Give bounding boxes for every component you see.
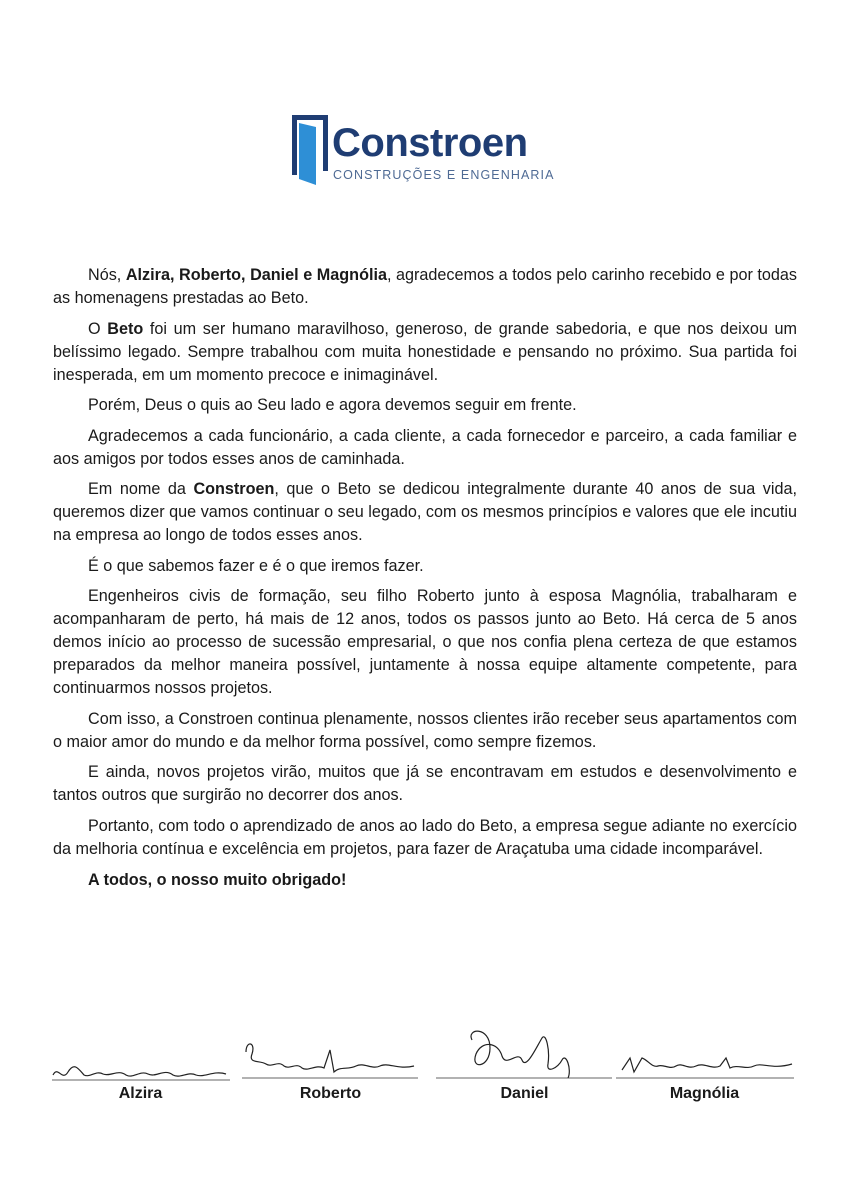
paragraph-9: E ainda, novos projetos virão, muitos que já se encontravam em estudos e desenvolvimento e tantos outros que surgirão no decorrer dos anos. (53, 763, 797, 804)
signature-scribble (432, 1020, 617, 1085)
paragraph-4: Agradecemos a cada funcionário, a cada cliente, a cada fornecedor e parceiro, a cada familiar e aos amigos por todos esses anos de caminhada. (53, 426, 797, 468)
letter-body (53, 264, 797, 899)
company-name: Constroen (193, 480, 275, 498)
paragraph-5: Em nome da Constroen, que o Beto se dedicou integralmente durante 40 anos de sua vida, queremos dizer que vamos continuar o seu legado, com os mesmos princípios e valores que ele incutiu na empresa ao longo de todos esses anos. (53, 480, 797, 544)
logo-brand-name: Constroen (332, 121, 528, 165)
closing-line: A todos, o nosso muito obrigado! (88, 870, 347, 889)
signature-scribble (48, 1020, 233, 1085)
signature-daniel: Daniel (432, 1020, 617, 1110)
paragraph-1: Nós, Alzira, Roberto, Daniel e Magnólia, agradecemos a todos pelo carinho recebido e por todas as homenagens prestadas ao Beto. (53, 266, 797, 307)
paragraph-10: Portanto, com todo o aprendizado de anos ao lado do Beto, a empresa segue adiante no exercício da melhoria contínua e excelência em projetos, para fazer de Araçatuba uma cidade incomparável. (53, 816, 797, 858)
signature-magnolia: Magnólia (612, 1020, 797, 1110)
paragraph-2: O Beto foi um ser humano maravilhoso, generoso, de grande sabedoria, e que nos deixou um belíssimo legado. Sempre trabalhou com muita honestidade e pensando no próximo. Sua partida foi inesperada, em um momento precoce e inimaginável. (53, 319, 797, 384)
signature-roberto: Roberto (238, 1020, 423, 1110)
beto-name: Beto (107, 319, 144, 338)
family-names: Alzira, Roberto, Daniel e Magnólia (125, 266, 387, 284)
company-logo (290, 113, 570, 188)
paragraph-7: Engenheiros civis de formação, seu filho Roberto junto à esposa Magnólia, trabalharam e acompanharam de perto, há mais de 12 anos, todos os passos junto ao Beto. Há cerca de 5 anos demos início ao processo de sucessão empresarial, o que nos confia plena certeza de que estamos preparados da melhor maneira possível, juntamente à nossa equipe altamente competente, para continuarmos nossos projetos. (53, 587, 797, 697)
door-frame-icon (290, 113, 330, 188)
paragraph-8: Com isso, a Constroen continua plenamente, nossos clientes irão receber seus apartamentos com o maior amor do mundo e da melhor forma possível, como sempre fizemos. (53, 709, 797, 751)
signature-scribble (238, 1020, 423, 1085)
paragraph-6: É o que sabemos fazer e é o que iremos fazer. (88, 556, 424, 575)
signature-alzira: Alzira (48, 1020, 233, 1110)
logo-tagline: CONSTRUÇÕES E ENGENHARIA (333, 168, 555, 182)
paragraph-3: Porém, Deus o quis ao Seu lado e agora devemos seguir em frente. (88, 396, 577, 414)
signature-scribble (612, 1020, 797, 1085)
